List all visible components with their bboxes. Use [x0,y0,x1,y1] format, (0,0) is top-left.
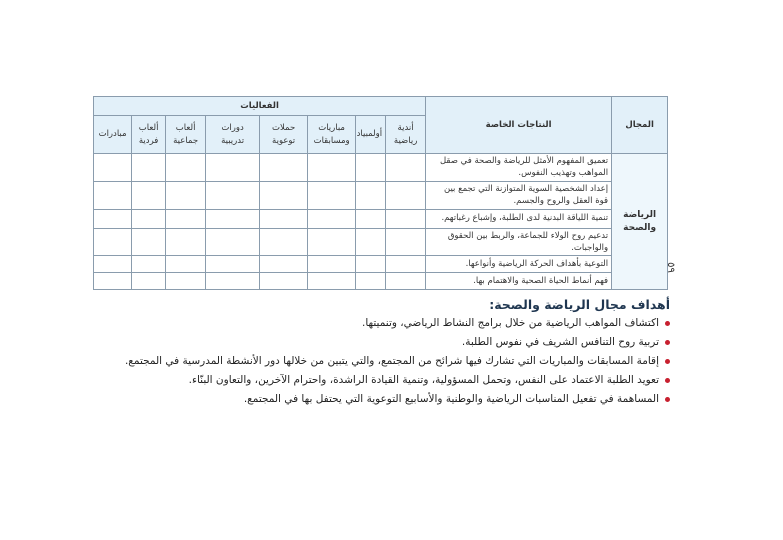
activity-cell [206,154,260,182]
activity-cell [308,154,356,182]
activity-cell [356,209,386,228]
table-row [94,256,668,273]
activity-cell [356,181,386,209]
activity-cell [386,181,426,209]
activity-cell [356,154,386,182]
activity-cell [206,181,260,209]
outcome-cell: فهم أنماط الحياة الصحية والاهتمام بها. [426,273,612,290]
activity-cell [94,256,132,273]
bullet-icon [665,378,670,383]
activity-cell [166,154,206,182]
activity-cell [206,228,260,256]
activities-header: الفعاليات [94,97,426,116]
table-row [94,181,668,209]
activity-cell [260,273,308,290]
activity-cell [260,256,308,273]
table-row [94,154,668,182]
activity-cell [94,181,132,209]
domain-cell: الرياضة والصحة [612,154,668,290]
activity-header: ألعاب جماعية [166,116,206,154]
activity-header: ألعاب فردية [132,116,166,154]
activity-cell [206,256,260,273]
goals-title: أهداف مجال الرياضة والصحة: [489,297,670,312]
activity-cell [308,256,356,273]
goal-text: المساهمة في تفعيل المناسبات الرياضية والوطنية والأسابيع التوعوية التي يحتفل بها في المجتمع. [243,393,659,405]
activity-cell [206,273,260,290]
activity-cell [308,209,356,228]
activity-cell [356,228,386,256]
activity-cell [308,181,356,209]
goal-item [150,390,670,409]
activity-header: مباريات ومسابقات [308,116,356,154]
activity-cell [386,228,426,256]
activities-table [93,96,668,290]
activity-cell [166,181,206,209]
activity-cell [94,209,132,228]
activity-cell [94,154,132,182]
activity-header: أولمبياد [356,116,386,154]
bullet-icon [665,359,670,364]
activity-cell [132,209,166,228]
activity-cell [166,273,206,290]
table-row [94,209,668,228]
activity-header: دورات تدريبية [206,116,260,154]
activity-cell [386,256,426,273]
activity-cell [132,273,166,290]
activity-header: حملات توعوية [260,116,308,154]
activity-cell [206,209,260,228]
activity-cell [386,273,426,290]
activity-cell [260,228,308,256]
activity-cell [260,209,308,228]
table-row [94,273,668,290]
domain-header: المجال [612,97,668,154]
outcomes-header: النتاجات الخاصة [426,97,612,154]
goal-item [150,333,670,352]
goals-list [124,314,670,409]
page-number: ٥٩ [664,262,676,273]
bullet-icon [665,321,670,326]
bullet-icon [665,340,670,345]
activity-cell [260,181,308,209]
activity-cell [132,256,166,273]
activity-header: أندية رياضية [386,116,426,154]
activity-cell [356,256,386,273]
activity-cell [166,256,206,273]
activity-cell [356,273,386,290]
goal-item [150,371,670,390]
activity-cell [132,154,166,182]
activity-cell [132,181,166,209]
activity-cell [386,209,426,228]
table-row [94,228,668,256]
goal-item [124,352,670,371]
outcome-cell: تعميق المفهوم الأمثل للرياضة والصحة في صقل المواهب وتهذيب النفوس. [426,154,612,182]
outcome-cell: تدعيم روح الولاء للجماعة، والربط بين الحقوق والواجبات. [426,228,612,256]
activity-cell [260,154,308,182]
goals-section [124,297,670,409]
activity-cell [94,273,132,290]
outcome-cell: التوعية بأهداف الحركة الرياضية وأنواعها. [426,256,612,273]
goal-item [150,314,670,333]
activity-cell [166,209,206,228]
bullet-icon [665,397,670,402]
activity-header: مبادرات [94,116,132,154]
goal-text: اكتشاف المواهب الرياضية من خلال برامج النشاط الرياضي، وتنميتها. [362,317,659,329]
outcome-cell: تنمية اللياقة البدنية لدى الطلبة، وإشباع رغباتهم. [426,209,612,228]
activity-cell [386,154,426,182]
outcome-cell: إعداد الشخصية السوية المتوازنة التي تجمع بين قوة العقل والروح والجسم. [426,181,612,209]
activity-cell [308,273,356,290]
activity-cell [94,228,132,256]
goal-text: تعويد الطلبة الاعتماد على النفس، وتحمل المسؤولية، وتنمية القيادة الراشدة، واحترام الآخرين، والتعاون البنّاء. [188,374,659,386]
activity-cell [132,228,166,256]
activity-cell [308,228,356,256]
activity-cell [166,228,206,256]
goal-text: إقامة المسابقات والمباريات التي تشارك فيها شرائح من المجتمع، والتي يتبين من خلالها دور الأنشطة المدرسية في المجتمع. [124,355,659,367]
goal-text: تربية روح التنافس الشريف في نفوس الطلبة. [461,336,659,348]
